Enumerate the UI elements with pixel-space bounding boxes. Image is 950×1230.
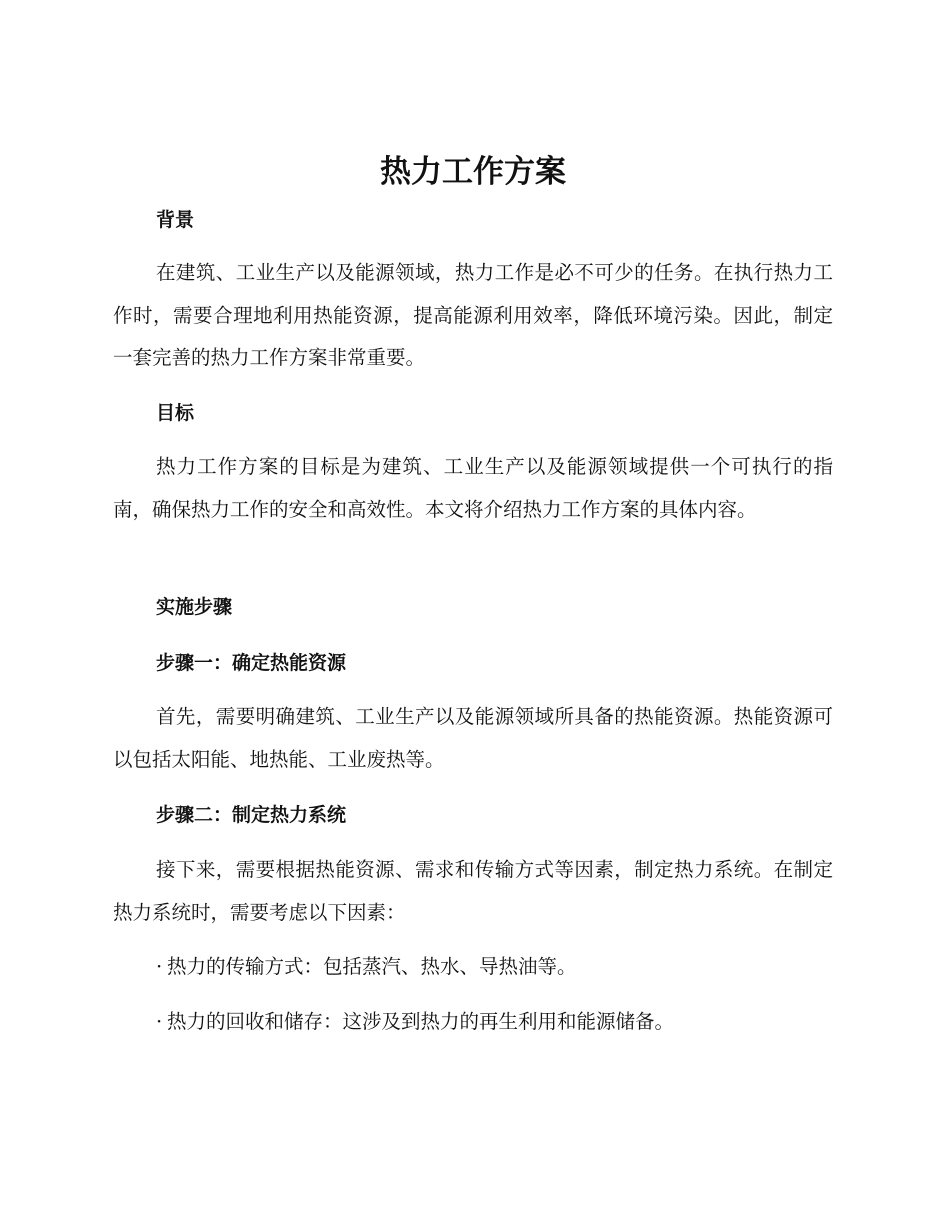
bullet-item [156,1007,674,1037]
paragraph-step-1: 首先，需要明确建筑、工业生产以及能源领域所具备的热能资源。热能资源可以包括太阳能、地热能、工业废热等。 [113,705,833,771]
heading-implementation: 实施步骤 [156,596,233,618]
heading-background: 背景 [156,209,195,231]
heading-step-1: 步骤一：确定热能资源 [156,652,347,674]
heading-goal: 目标 [156,402,195,424]
bullet-marker: · [156,1010,163,1033]
bullet-text: 热力的回收和储存：这涉及到热力的再生利用和能源储备。 [167,1010,675,1033]
bullet-text: 热力的传输方式：包括蒸汽、热水、导热油等。 [167,955,577,978]
paragraph-step-2: 接下来，需要根据热能资源、需求和传输方式等因素，制定热力系统。在制定热力系统时，需要考虑以下因素： [113,858,833,924]
bullet-item [156,952,577,982]
document-title: 热力工作方案 [380,154,566,190]
paragraph-background: 在建筑、工业生产以及能源领域，热力工作是必不可少的任务。在执行热力工作时，需要合理地利用热能资源，提高能源利用效率，降低环境污染。因此，制定一套完善的热力工作方案非常重要。 [113,261,833,369]
heading-step-2: 步骤二：制定热力系统 [156,804,347,826]
paragraph-goal: 热力工作方案的目标是为建筑、工业生产以及能源领域提供一个可执行的指南，确保热力工作的安全和高效性。本文将介绍热力工作方案的具体内容。 [113,455,833,521]
bullet-marker: · [156,955,163,978]
